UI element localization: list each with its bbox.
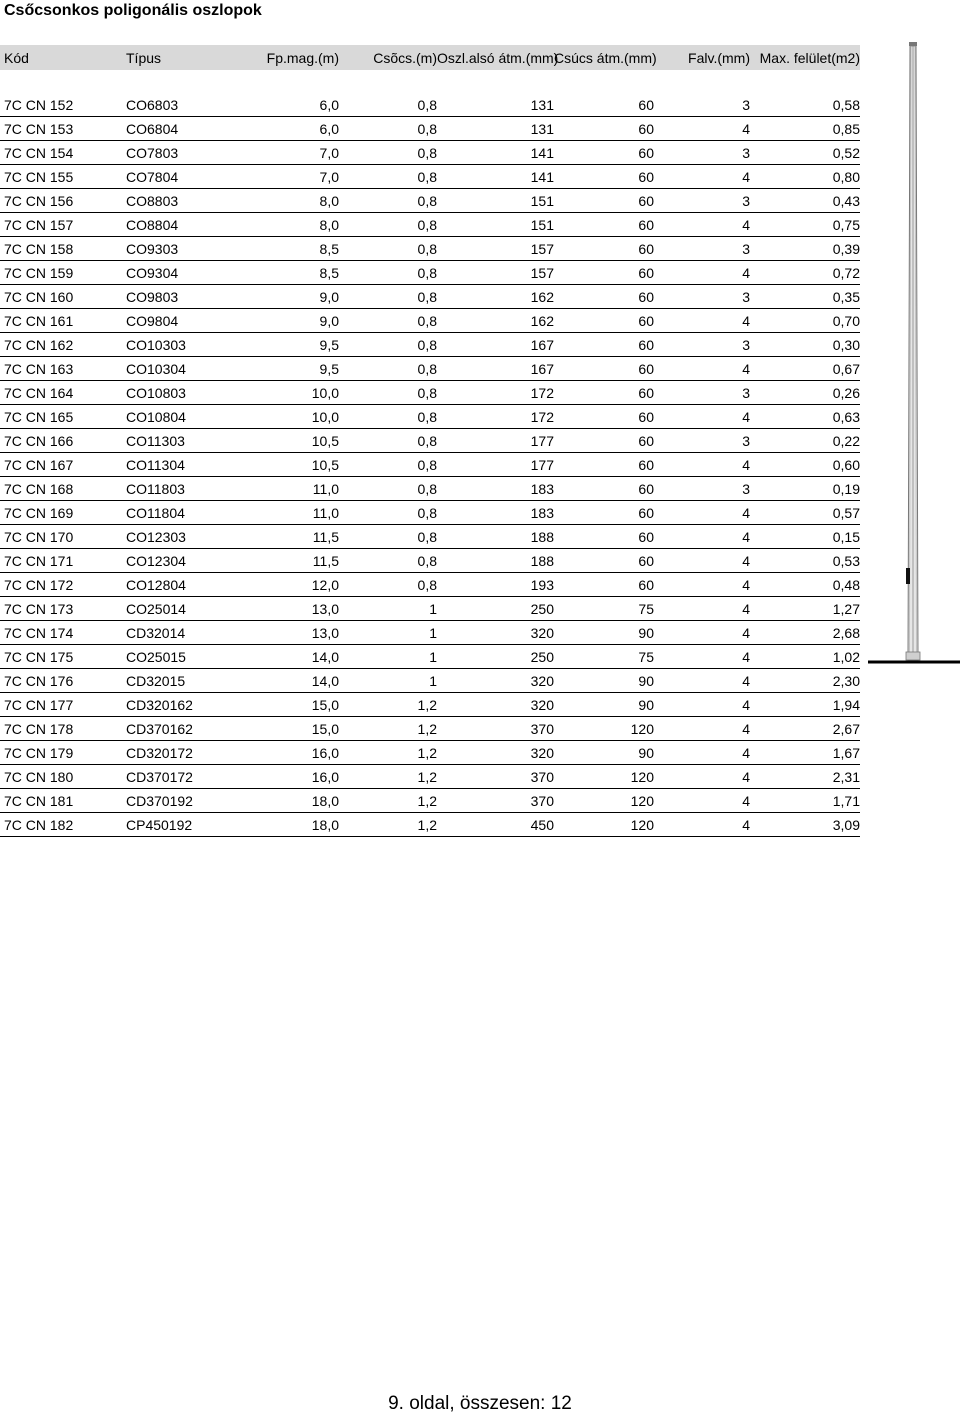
cell-csocs: 0,8 [339,141,437,165]
cell-max-felulet: 0,22 [750,429,860,453]
cell-csocs: 1,2 [339,693,437,717]
cell-csucs-atm: 90 [554,669,654,693]
cell-oszl-also-atm: 320 [437,693,554,717]
cell-max-felulet: 0,15 [750,525,860,549]
cell-kod: 7C CN 178 [0,717,126,741]
table-row [0,765,860,789]
cell-max-felulet: 1,94 [750,693,860,717]
cell-oszl-also-atm: 370 [437,717,554,741]
table-row [0,477,860,501]
cell-falv: 4 [654,669,750,693]
column-header-tipus: Típus [126,49,162,66]
cell-csucs-atm: 60 [554,165,654,189]
cell-oszl-also-atm: 131 [437,117,554,141]
cell-csucs-atm: 60 [554,333,654,357]
cell-fp-mag: 14,0 [246,669,339,693]
cell-fp-mag: 8,0 [246,213,339,237]
cell-csocs: 0,8 [339,309,437,333]
table-row [0,621,860,645]
cell-kod: 7C CN 158 [0,237,126,261]
cell-tipus: CD370172 [126,765,246,789]
cell-falv: 4 [654,765,750,789]
table-row [0,573,860,597]
cell-tipus: CO11304 [126,453,246,477]
cell-max-felulet: 0,72 [750,261,860,285]
cell-fp-mag: 18,0 [246,813,339,837]
cell-csucs-atm: 75 [554,645,654,669]
cell-max-felulet: 0,60 [750,453,860,477]
cell-csucs-atm: 75 [554,597,654,621]
cell-fp-mag: 9,0 [246,309,339,333]
cell-oszl-also-atm: 188 [437,549,554,573]
cell-csocs: 1 [339,621,437,645]
cell-fp-mag: 8,0 [246,189,339,213]
cell-csucs-atm: 60 [554,405,654,429]
table-row [0,165,860,189]
cell-tipus: CD370192 [126,789,246,813]
cell-oszl-also-atm: 320 [437,741,554,765]
cell-kod: 7C CN 164 [0,381,126,405]
cell-max-felulet: 0,35 [750,285,860,309]
cell-falv: 3 [654,189,750,213]
cell-max-felulet: 2,31 [750,765,860,789]
table-row [0,429,860,453]
cell-csocs: 0,8 [339,381,437,405]
cell-tipus: CO6804 [126,117,246,141]
cell-fp-mag: 10,5 [246,453,339,477]
cell-csucs-atm: 60 [554,549,654,573]
cell-tipus: CO10304 [126,357,246,381]
cell-falv: 4 [654,453,750,477]
cell-fp-mag: 6,0 [246,93,339,117]
cell-kod: 7C CN 166 [0,429,126,453]
cell-csucs-atm: 120 [554,765,654,789]
table-row [0,309,860,333]
table-row [0,741,860,765]
cell-oszl-also-atm: 131 [437,93,554,117]
cell-tipus: CP450192 [126,813,246,837]
poles-table [0,45,860,837]
cell-fp-mag: 14,0 [246,645,339,669]
cell-falv: 3 [654,381,750,405]
pole-icon [868,42,960,662]
cell-csocs: 1 [339,669,437,693]
cell-tipus: CO7803 [126,141,246,165]
cell-oszl-also-atm: 157 [437,261,554,285]
cell-csocs: 0,8 [339,333,437,357]
cell-csocs: 1,2 [339,789,437,813]
cell-csocs: 1 [339,645,437,669]
cell-kod: 7C CN 182 [0,813,126,837]
cell-csocs: 1,2 [339,813,437,837]
cell-fp-mag: 11,5 [246,525,339,549]
cell-falv: 4 [654,357,750,381]
cell-tipus: CO11303 [126,429,246,453]
cell-oszl-also-atm: 450 [437,813,554,837]
cell-falv: 4 [654,645,750,669]
cell-tipus: CO9803 [126,285,246,309]
cell-csocs: 0,8 [339,117,437,141]
cell-csucs-atm: 60 [554,381,654,405]
cell-falv: 4 [654,717,750,741]
cell-kod: 7C CN 159 [0,261,126,285]
cell-falv: 3 [654,477,750,501]
cell-oszl-also-atm: 162 [437,309,554,333]
cell-tipus: CD320162 [126,693,246,717]
cell-fp-mag: 10,0 [246,405,339,429]
table-body [0,70,860,837]
cell-max-felulet: 0,75 [750,213,860,237]
table-row [0,333,860,357]
cell-kod: 7C CN 180 [0,765,126,789]
cell-tipus: CD370162 [126,717,246,741]
table-row [0,405,860,429]
cell-tipus: CD32014 [126,621,246,645]
cell-falv: 4 [654,741,750,765]
cell-csucs-atm: 60 [554,261,654,285]
cell-max-felulet: 0,58 [750,93,860,117]
cell-oszl-also-atm: 183 [437,501,554,525]
cell-oszl-also-atm: 172 [437,381,554,405]
table-row [0,645,860,669]
cell-max-felulet: 0,39 [750,237,860,261]
cell-csucs-atm: 60 [554,189,654,213]
cell-csucs-atm: 90 [554,621,654,645]
cell-kod: 7C CN 179 [0,741,126,765]
cell-falv: 3 [654,237,750,261]
cell-tipus: CO25015 [126,645,246,669]
cell-fp-mag: 9,5 [246,357,339,381]
cell-fp-mag: 8,5 [246,261,339,285]
cell-kod: 7C CN 167 [0,453,126,477]
cell-tipus: CO9304 [126,261,246,285]
column-header-max-felulet: Max. felület(m2) [759,49,860,66]
cell-csocs: 0,8 [339,357,437,381]
column-header-csocs: Csõcs.(m) [373,49,437,66]
cell-oszl-also-atm: 188 [437,525,554,549]
cell-kod: 7C CN 156 [0,189,126,213]
cell-falv: 4 [654,165,750,189]
cell-falv: 3 [654,93,750,117]
cell-falv: 4 [654,789,750,813]
cell-oszl-also-atm: 250 [437,597,554,621]
cell-kod: 7C CN 171 [0,549,126,573]
table-row [0,717,860,741]
table-row [0,501,860,525]
cell-oszl-also-atm: 177 [437,429,554,453]
cell-max-felulet: 3,09 [750,813,860,837]
cell-fp-mag: 11,5 [246,549,339,573]
cell-falv: 4 [654,309,750,333]
cell-kod: 7C CN 174 [0,621,126,645]
cell-kod: 7C CN 170 [0,525,126,549]
cell-csocs: 0,8 [339,213,437,237]
cell-csucs-atm: 60 [554,141,654,165]
column-header-oszl-also-atm: Oszl.alsó átm.(mm) [437,49,559,66]
table-row [0,189,860,213]
cell-fp-mag: 9,0 [246,285,339,309]
cell-csucs-atm: 60 [554,309,654,333]
cell-falv: 4 [654,525,750,549]
table-row [0,789,860,813]
cell-csucs-atm: 90 [554,741,654,765]
cell-falv: 4 [654,261,750,285]
table-row [0,597,860,621]
cell-max-felulet: 0,48 [750,573,860,597]
cell-oszl-also-atm: 250 [437,645,554,669]
cell-tipus: CO11803 [126,477,246,501]
cell-falv: 4 [654,213,750,237]
cell-tipus: CD320172 [126,741,246,765]
cell-fp-mag: 13,0 [246,597,339,621]
table-header-row [0,45,860,70]
cell-csocs: 1 [339,597,437,621]
cell-max-felulet: 0,19 [750,477,860,501]
table-row [0,813,860,837]
cell-max-felulet: 0,63 [750,405,860,429]
cell-fp-mag: 7,0 [246,165,339,189]
cell-kod: 7C CN 181 [0,789,126,813]
cell-csucs-atm: 60 [554,501,654,525]
cell-csocs: 0,8 [339,453,437,477]
cell-csocs: 0,8 [339,405,437,429]
cell-max-felulet: 0,85 [750,117,860,141]
cell-csocs: 0,8 [339,501,437,525]
cell-oszl-also-atm: 167 [437,357,554,381]
cell-falv: 4 [654,621,750,645]
cell-csocs: 1,2 [339,765,437,789]
cell-tipus: CO9804 [126,309,246,333]
cell-falv: 4 [654,573,750,597]
cell-oszl-also-atm: 177 [437,453,554,477]
cell-max-felulet: 0,67 [750,357,860,381]
cell-csocs: 0,8 [339,429,437,453]
cell-csucs-atm: 60 [554,93,654,117]
cell-tipus: CO10803 [126,381,246,405]
cell-csocs: 1,2 [339,741,437,765]
cell-csocs: 0,8 [339,573,437,597]
cell-csucs-atm: 60 [554,525,654,549]
cell-falv: 4 [654,597,750,621]
cell-kod: 7C CN 168 [0,477,126,501]
cell-csucs-atm: 60 [554,285,654,309]
column-header-kod: Kód [4,49,29,66]
cell-csucs-atm: 120 [554,813,654,837]
cell-max-felulet: 0,30 [750,333,860,357]
cell-oszl-also-atm: 193 [437,573,554,597]
table-row [0,453,860,477]
cell-csocs: 0,8 [339,165,437,189]
cell-csucs-atm: 60 [554,213,654,237]
cell-fp-mag: 9,5 [246,333,339,357]
cell-tipus: CO12304 [126,549,246,573]
table-row [0,237,860,261]
cell-max-felulet: 2,67 [750,717,860,741]
cell-kod: 7C CN 152 [0,93,126,117]
cell-oszl-also-atm: 320 [437,669,554,693]
cell-max-felulet: 0,52 [750,141,860,165]
cell-oszl-also-atm: 141 [437,165,554,189]
cell-kod: 7C CN 169 [0,501,126,525]
cell-falv: 3 [654,333,750,357]
page-number: 9. oldal, összesen: 12 [388,1393,572,1414]
cell-max-felulet: 0,53 [750,549,860,573]
cell-tipus: CO8803 [126,189,246,213]
cell-fp-mag: 15,0 [246,693,339,717]
cell-falv: 4 [654,813,750,837]
cell-kod: 7C CN 153 [0,117,126,141]
cell-tipus: CO8804 [126,213,246,237]
cell-fp-mag: 10,5 [246,429,339,453]
cell-falv: 4 [654,693,750,717]
table-row [0,213,860,237]
cell-csucs-atm: 120 [554,717,654,741]
cell-csocs: 0,8 [339,237,437,261]
cell-fp-mag: 16,0 [246,765,339,789]
cell-tipus: CO12804 [126,573,246,597]
cell-csucs-atm: 60 [554,357,654,381]
cell-tipus: CO10303 [126,333,246,357]
table-row [0,525,860,549]
cell-oszl-also-atm: 370 [437,765,554,789]
cell-tipus: CO6803 [126,93,246,117]
column-header-falv: Falv.(mm) [688,49,750,66]
cell-csucs-atm: 60 [554,117,654,141]
poles-table-container [0,45,860,837]
cell-fp-mag: 15,0 [246,717,339,741]
column-header-fp-mag: Fp.mag.(m) [266,49,339,66]
table-row [0,93,860,117]
cell-max-felulet: 0,70 [750,309,860,333]
cell-fp-mag: 11,0 [246,477,339,501]
cell-kod: 7C CN 177 [0,693,126,717]
cell-kod: 7C CN 160 [0,285,126,309]
cell-kod: 7C CN 176 [0,669,126,693]
cell-csocs: 0,8 [339,285,437,309]
cell-falv: 3 [654,141,750,165]
column-header-csucs-atm: Csúcs átm.(mm) [554,49,657,66]
cell-kod: 7C CN 154 [0,141,126,165]
cell-csocs: 0,8 [339,189,437,213]
cell-tipus: CO7804 [126,165,246,189]
cell-csucs-atm: 60 [554,477,654,501]
cell-csucs-atm: 60 [554,429,654,453]
cell-max-felulet: 1,71 [750,789,860,813]
cell-oszl-also-atm: 162 [437,285,554,309]
table-row [0,285,860,309]
cell-oszl-also-atm: 370 [437,789,554,813]
cell-max-felulet: 1,67 [750,741,860,765]
cell-fp-mag: 7,0 [246,141,339,165]
cell-max-felulet: 2,30 [750,669,860,693]
cell-tipus: CO25014 [126,597,246,621]
cell-oszl-also-atm: 183 [437,477,554,501]
cell-fp-mag: 6,0 [246,117,339,141]
cell-fp-mag: 13,0 [246,621,339,645]
cell-kod: 7C CN 163 [0,357,126,381]
cell-falv: 3 [654,285,750,309]
cell-csocs: 0,8 [339,525,437,549]
cell-falv: 4 [654,549,750,573]
cell-csocs: 0,8 [339,261,437,285]
cell-fp-mag: 12,0 [246,573,339,597]
cell-falv: 3 [654,429,750,453]
cell-fp-mag: 8,5 [246,237,339,261]
cell-max-felulet: 2,68 [750,621,860,645]
cell-csucs-atm: 120 [554,789,654,813]
cell-tipus: CO9303 [126,237,246,261]
cell-csocs: 0,8 [339,477,437,501]
cell-oszl-also-atm: 167 [437,333,554,357]
cell-falv: 4 [654,501,750,525]
pole-illustration [868,40,960,680]
cell-tipus: CO11804 [126,501,246,525]
cell-tipus: CD32015 [126,669,246,693]
cell-falv: 4 [654,405,750,429]
cell-tipus: CO12303 [126,525,246,549]
table-row [0,261,860,285]
table-row [0,117,860,141]
cell-kod: 7C CN 157 [0,213,126,237]
cell-csocs: 0,8 [339,93,437,117]
cell-fp-mag: 10,0 [246,381,339,405]
cell-kod: 7C CN 162 [0,333,126,357]
cell-fp-mag: 16,0 [246,741,339,765]
table-row [0,381,860,405]
cell-falv: 4 [654,117,750,141]
table-row [0,693,860,717]
cell-oszl-also-atm: 172 [437,405,554,429]
cell-oszl-also-atm: 141 [437,141,554,165]
cell-kod: 7C CN 155 [0,165,126,189]
cell-max-felulet: 1,27 [750,597,860,621]
cell-max-felulet: 1,02 [750,645,860,669]
cell-kod: 7C CN 165 [0,405,126,429]
cell-csocs: 1,2 [339,717,437,741]
table-row [0,141,860,165]
cell-csucs-atm: 60 [554,453,654,477]
cell-oszl-also-atm: 151 [437,189,554,213]
cell-csocs: 0,8 [339,549,437,573]
cell-fp-mag: 11,0 [246,501,339,525]
cell-kod: 7C CN 161 [0,309,126,333]
cell-csucs-atm: 60 [554,573,654,597]
cell-tipus: CO10804 [126,405,246,429]
cell-max-felulet: 0,26 [750,381,860,405]
cell-oszl-also-atm: 157 [437,237,554,261]
table-row [0,357,860,381]
cell-kod: 7C CN 175 [0,645,126,669]
cell-max-felulet: 0,43 [750,189,860,213]
cell-csucs-atm: 90 [554,693,654,717]
cell-csucs-atm: 60 [554,237,654,261]
cell-oszl-also-atm: 151 [437,213,554,237]
cell-kod: 7C CN 172 [0,573,126,597]
cell-max-felulet: 0,57 [750,501,860,525]
table-row [0,669,860,693]
cell-oszl-also-atm: 320 [437,621,554,645]
cell-max-felulet: 0,80 [750,165,860,189]
header-spacer [0,70,860,93]
page-title: Csőcsonkos poligonális oszlopok [4,2,262,19]
table-row [0,549,860,573]
cell-fp-mag: 18,0 [246,789,339,813]
cell-kod: 7C CN 173 [0,597,126,621]
